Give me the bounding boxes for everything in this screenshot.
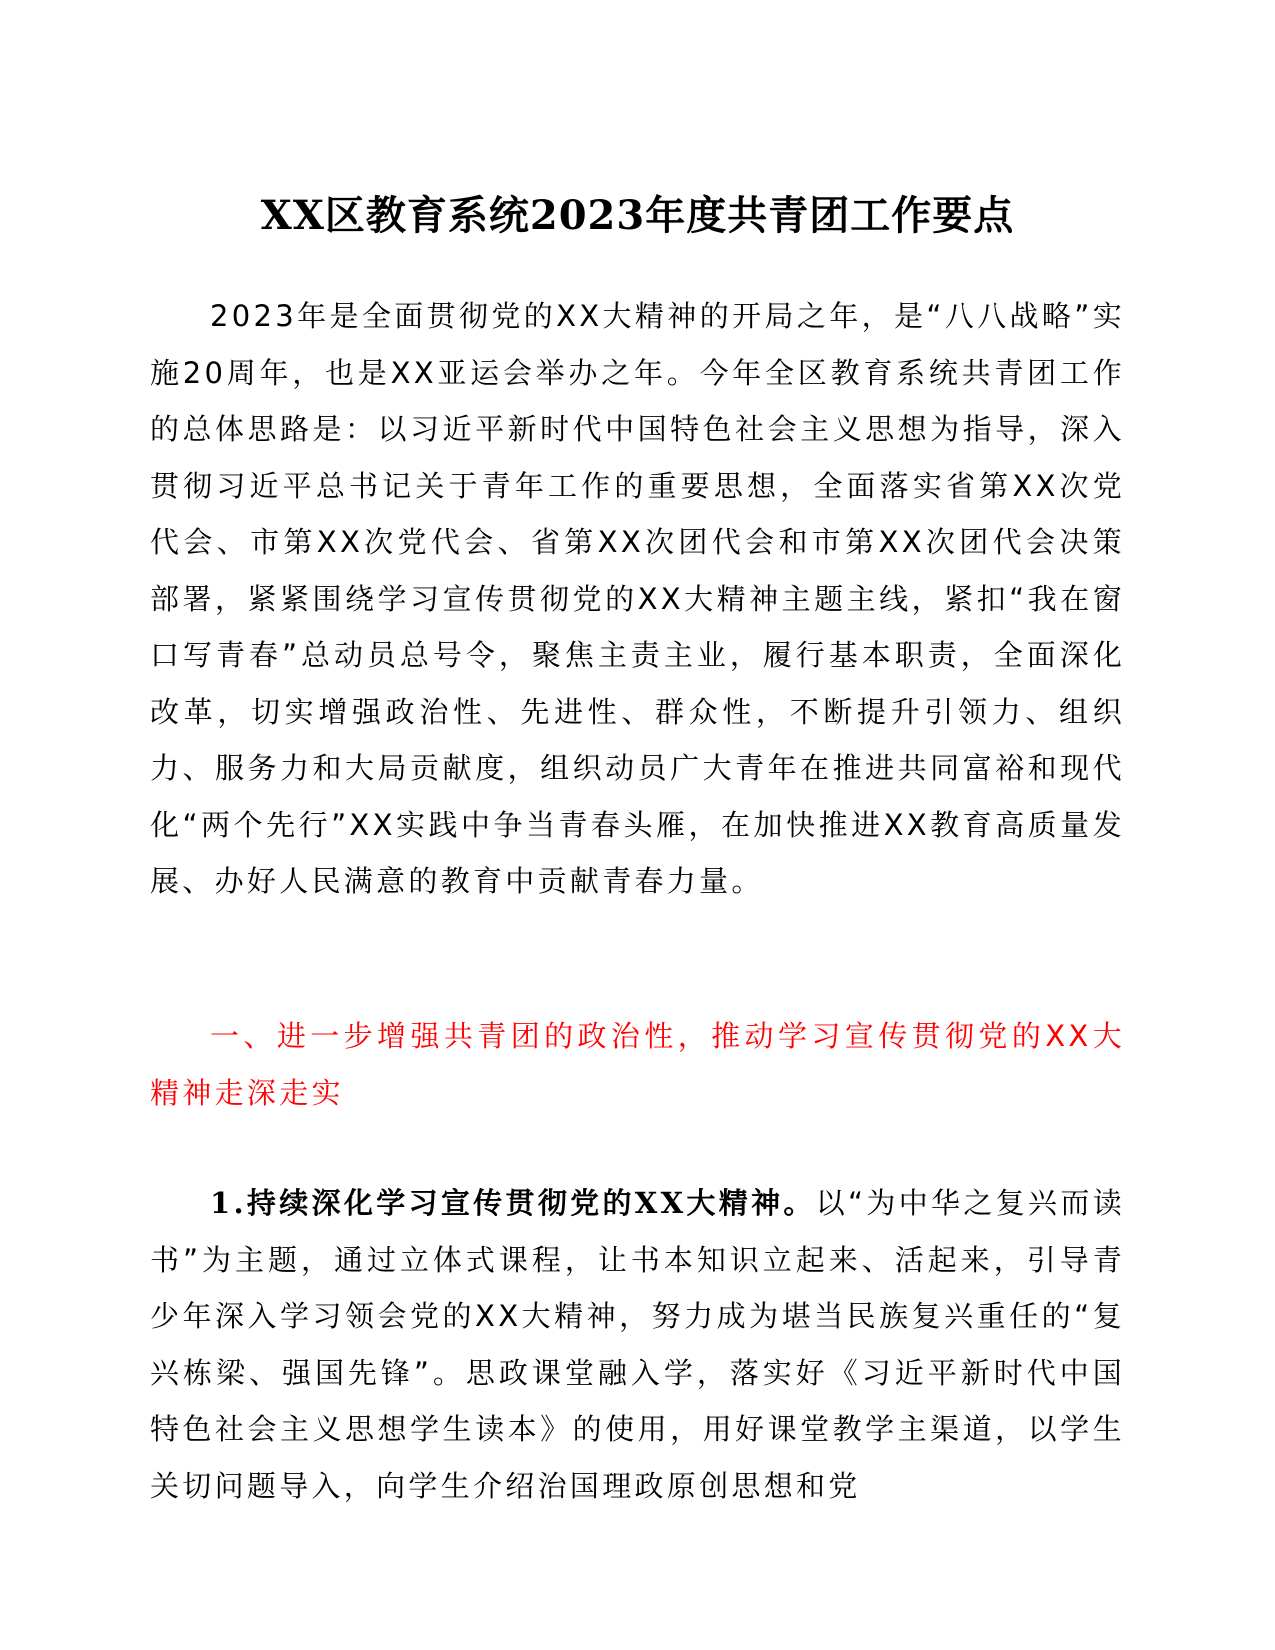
section-heading-1: 一、进一步增强共青团的政治性，推动学习宣传贯彻党的XX大精神走深走实: [150, 1019, 1125, 1110]
item-1-lead: 1.持续深化学习宣传贯彻党的XX大精神。: [210, 1186, 816, 1220]
item-paragraph-1: [150, 1175, 1125, 1514]
item-1-body: 以“为中华之复兴而读书”为主题，通过立体式课程，让书本知识立起来、活起来，引导青少年深入学习领会党的XX大精神，努力成为堪当民族复兴重任的“复兴栋梁、强国先锋”。思政课堂融入学，落实好《习近平新时代中国特色社会主义思想学生读本》的使用，用好课堂教学主渠道，以学生关切问题导入，向学生介绍治国理政原创思想和党: [150, 1186, 1125, 1503]
intro-paragraph: 2023年是全面贯彻党的XX大精神的开局之年，是“八八战略”实施20周年，也是XX亚运会举办之年。今年全区教育系统共青团工作的总体思路是：以习近平新时代中国特色社会主义思想为指导，深入贯彻习近平总书记关于青年工作的重要思想，全面落实省第XX次党代会、市第XX次党代会、省第XX次团代会和市第XX次团代会决策部署，紧紧围绕学习宣传贯彻党的XX大精神主题主线，紧扣“我在窗口写青春”总动员总号令，聚焦主责主业，履行基本职责，全面深化改革，切实增强政治性、先进性、群众性，不断提升引领力、组织力、服务力和大局贡献度，组织动员广大青年在推进共同富裕和现代化“两个先行”XX实践中争当青春头雁，在加快推进XX教育高质量发展、办好人民满意的教育中贡献青春力量。: [150, 299, 1125, 898]
document-title: XX区教育系统2023年度共青团工作要点: [260, 192, 1015, 239]
